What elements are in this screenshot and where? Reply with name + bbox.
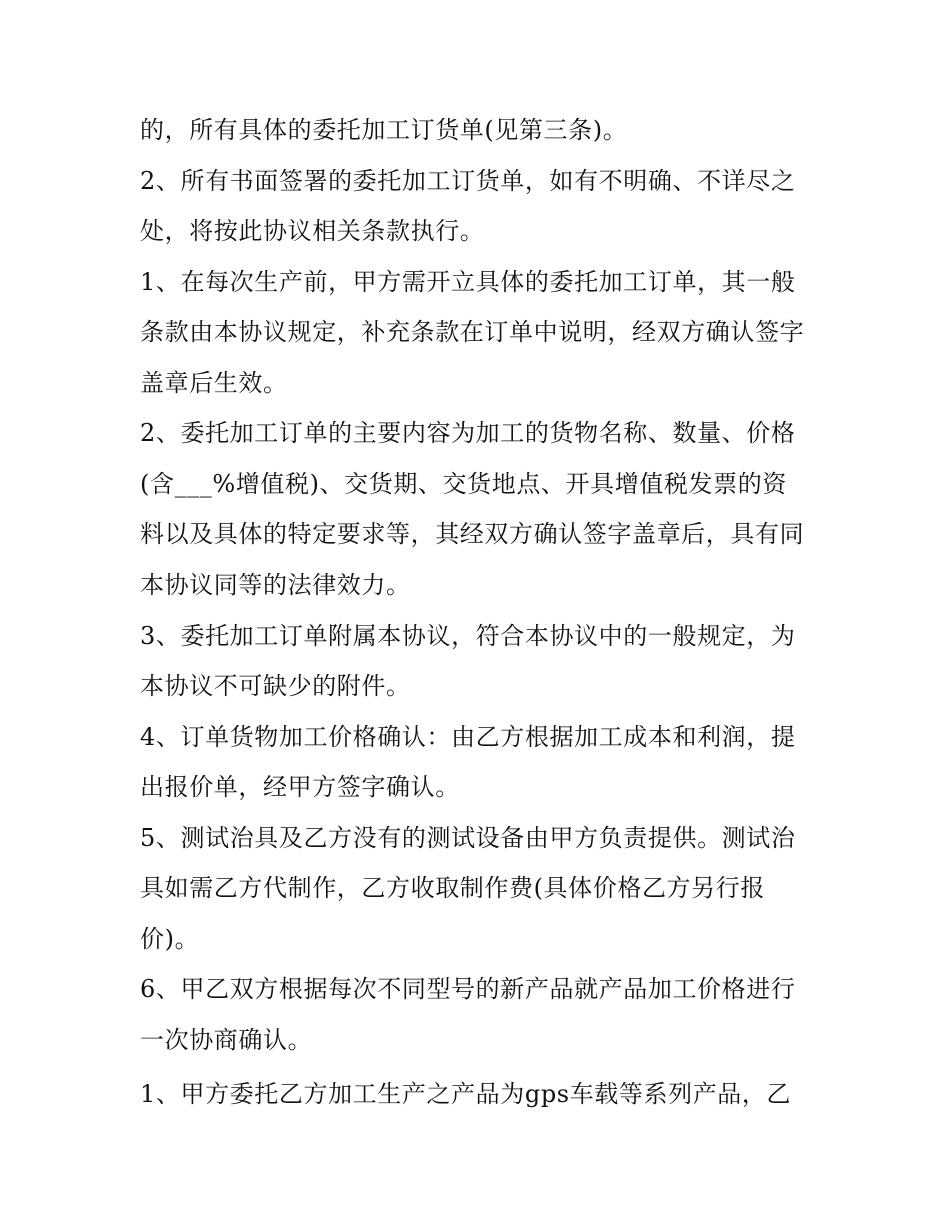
text-line: (含___%增值税)、交货期、交货地点、开具增值税发票的资 bbox=[140, 470, 787, 498]
text-line: 盖章后生效。 bbox=[140, 369, 288, 397]
text-line: 条款由本协议规定，补充条款在订单中说明，经双方确认签字 bbox=[140, 318, 805, 346]
text-line: 1、在每次生产前，甲方需开立具体的委托加工订单，其一般 bbox=[140, 268, 796, 296]
text-line: 具如需乙方代制作，乙方收取制作费(具体价格乙方另行报 bbox=[140, 874, 765, 902]
text-line: 6、甲乙双方根据每次不同型号的新产品就产品加工价格进行 bbox=[140, 975, 796, 1003]
text-line: 出报价单，经甲方签字确认。 bbox=[140, 773, 460, 801]
text-line: 1、甲方委托乙方加工生产之产品为gps车载等系列产品，乙 bbox=[140, 1080, 792, 1108]
text-line: 本协议不可缺少的附件。 bbox=[140, 672, 411, 700]
text-line: 2、所有书面签署的委托加工订货单，如有不明确、不详尽之 bbox=[140, 167, 796, 195]
text-line: 4、订单货物加工价格确认：由乙方根据加工成本和利润，提 bbox=[140, 723, 796, 751]
text-line: 价)。 bbox=[140, 925, 200, 953]
text-line: 2、委托加工订单的主要内容为加工的货物名称、数量、价格 bbox=[140, 419, 796, 447]
text-line: 5、测试治具及乙方没有的测试设备由甲方负责提供。测试治 bbox=[140, 824, 796, 852]
text-line: 一次协商确认。 bbox=[140, 1026, 313, 1054]
text-line: 处，将按此协议相关条款执行。 bbox=[140, 217, 485, 245]
text-line: 3、委托加工订单附属本协议，符合本协议中的一般规定，为 bbox=[140, 622, 796, 650]
text-line: 的，所有具体的委托加工订货单(见第三条)。 bbox=[140, 116, 628, 144]
text-line: 料以及具体的特定要求等，其经双方确认签字盖章后，具有同 bbox=[140, 520, 805, 548]
text-line: 本协议同等的法律效力。 bbox=[140, 571, 411, 599]
